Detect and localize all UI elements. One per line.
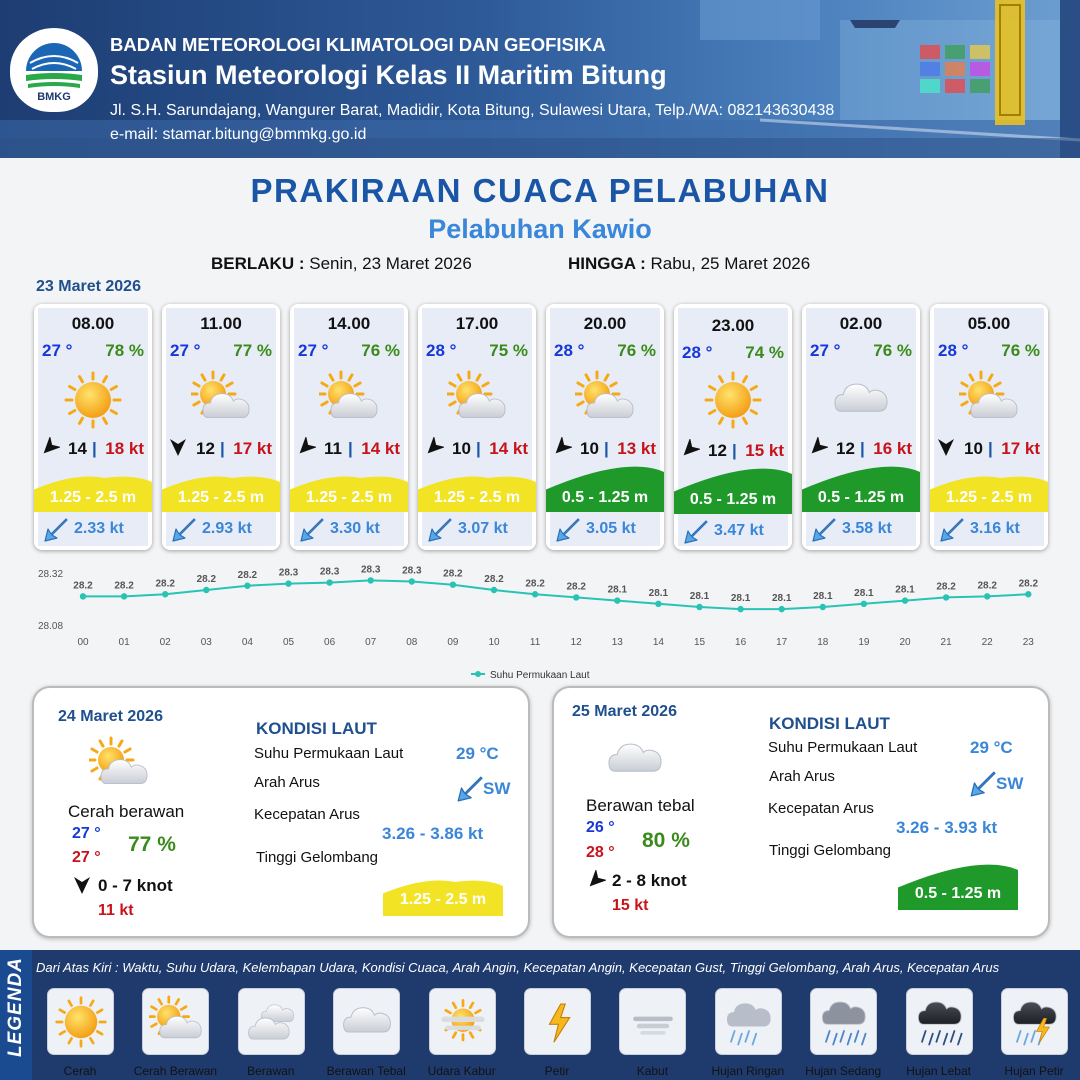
forecast-humidity: 78 % [105,341,144,360]
data-point [861,601,867,607]
data-point [1025,591,1031,597]
legend-label: Berawan Tebal [326,1064,406,1078]
legend-item [612,986,692,1080]
data-label: 28.3 [360,564,381,576]
cerah-icon [63,370,123,430]
legend-icon-box [906,988,973,1055]
data-point [450,581,456,587]
day2-kec: 3.26 - 3.86 kt [382,824,484,843]
day2-humidity: 77 % [128,833,176,856]
legend-label: Hujan Lebat [906,1064,971,1078]
wind-direction-icon [168,437,188,457]
day2-date: 24 Maret 2026 [58,708,163,725]
forecast-current-speed: 3.58 kt [842,520,892,537]
day2-condition: Cerah berawan [68,802,185,821]
legend-label: Cerah [63,1064,97,1078]
data-point [696,604,702,610]
data-label: 28.1 [813,591,833,602]
forecast-current-speed: 3.30 kt [330,520,380,537]
forecast-current-speed: 3.05 kt [586,520,636,537]
legend-item [422,986,502,1080]
cerah-berawan-icon [89,736,149,796]
forecast-wind-speed: 10 [580,439,599,458]
forecast-time: 20.00 [583,314,627,333]
data-point [121,593,127,599]
day3-wind: 2 - 8 knot [612,871,687,890]
forecast-temp: 28 ° [426,341,457,360]
station-name: Stasiun Meteorologi Kelas II Maritim Bitung [110,60,667,90]
legend-label: Hujan Petir [1004,1064,1064,1078]
data-point [491,587,497,593]
legend-label: Berawan [247,1064,295,1078]
data-label: 28.1 [895,584,915,596]
day3-condition: Berawan tebal [586,796,695,815]
data-point [655,601,661,607]
forecast-time: 17.00 [455,314,499,333]
data-label: 28.3 [402,565,422,577]
day2-kondisi-title: KONDISI LAUT [256,719,377,738]
page-title: PRAKIRAAN CUACA PELABUHAN [250,172,830,209]
forecast-humidity: 74 % [745,343,784,362]
data-point [409,578,415,584]
wind-separator: | [348,439,353,458]
day2-temp-min: 27 ° [72,825,101,842]
data-point [203,587,209,593]
kabut-icon [626,995,680,1049]
day3-temp-min: 26 ° [586,819,615,836]
wind-direction-icon [72,875,92,895]
forecast-time: 23.00 [711,316,755,335]
legend-title: LEGENDA [5,957,26,1057]
wind-separator: | [988,439,993,458]
x-tick-label: 02 [159,637,171,648]
x-tick-label: 21 [940,637,952,648]
legend-icon-box [142,988,209,1055]
legend-item [899,986,979,1080]
data-point [984,593,990,599]
current-direction-icon [682,518,708,544]
legend-label: Cerah Berawan [133,1064,218,1078]
forecast-card [34,304,152,550]
y-tick-label: 28.08 [38,621,64,632]
data-point [779,606,785,612]
forecast-card [802,304,920,550]
legend-item [803,986,883,1080]
legend-icon-box [1001,988,1068,1055]
wind-separator: | [220,439,225,458]
legend-swatch-marker [475,671,481,677]
data-label: 28.1 [730,593,751,605]
cerah-berawan-icon [149,995,203,1049]
legend-label: Udara Kabur [427,1064,496,1078]
x-tick-label: 13 [611,637,623,648]
day3-temp-max: 28 ° [586,844,615,861]
forecast-time: 05.00 [967,314,1011,333]
org-name: BADAN METEOROLOGI KLIMATOLOGI DAN GEOFISIKA [110,34,606,55]
forecast-wave-height: 1.25 - 2.5 m [177,489,265,506]
data-label: 28.1 [771,593,792,605]
x-tick-label: 09 [447,637,459,648]
hujan-ringan-icon [722,995,776,1049]
x-tick-label: 23 [1022,637,1034,648]
data-point [820,604,826,610]
forecast-gust: 16 kt [873,439,912,458]
current-direction-icon [554,516,580,542]
day3-arus-label: Arah Arus [769,768,835,785]
forecast-temp: 27 ° [170,341,201,360]
forecast-temp: 28 ° [682,343,713,362]
cerah-berawan-icon [959,370,1019,430]
day3-gust: 15 kt [612,897,649,914]
data-label: 28.2 [936,581,956,593]
x-tick-label: 08 [406,637,418,648]
sea-temp-chart [30,562,1060,684]
current-direction-icon [968,769,996,797]
forecast-temp: 27 ° [298,341,329,360]
forecast-time: 08.00 [71,314,115,333]
current-direction-icon [938,516,964,542]
wind-direction-icon [40,437,60,457]
legend-description: Dari Atas Kiri : Waktu, Suhu Udara, Kelembapan Udara, Kondisi Cuaca, Arah Angin, Kecepatan Angin, Kecepatan Gust, Tinggi Gelombang, Arah Arus, Kecepatan Arus [36,960,1000,975]
wind-separator: | [92,439,97,458]
forecast-wave-height: 1.25 - 2.5 m [305,489,393,506]
day3-sst-label: Suhu Permukaan Laut [768,739,918,756]
legend-item [517,986,597,1080]
valid-from [211,254,472,274]
day3-kec: 3.26 - 3.93 kt [896,818,998,837]
wind-direction-icon [808,437,828,457]
forecast-humidity: 76 % [1001,341,1040,360]
day2-tg-label: Tinggi Gelombang [256,849,379,866]
x-tick-label: 03 [200,637,212,648]
forecast-gust: 13 kt [617,439,656,458]
y-tick-label: 28.32 [38,569,64,580]
hujan-petir-icon [1008,995,1062,1049]
bmkg-logo [10,28,98,112]
data-point [285,580,291,586]
day1-date: 23 Maret 2026 [36,278,141,295]
wind-separator: | [732,441,737,460]
legend-icon-box [619,988,686,1055]
wind-separator: | [604,439,609,458]
x-tick-label: 18 [817,637,829,648]
forecast-gust: 18 kt [105,439,144,458]
x-tick-label: 22 [981,637,993,648]
legend-item [994,986,1074,1080]
forecast-time: 14.00 [327,314,371,333]
legend-icon-box [429,988,496,1055]
forecast-gust: 14 kt [361,439,400,458]
legend-item [326,986,406,1080]
legend-icon-box [47,988,114,1055]
hujan-sedang-icon [817,995,871,1049]
x-tick-label: 12 [570,637,582,648]
bmkg-emblem-icon [22,43,86,91]
x-tick-label: 19 [858,637,870,648]
forecast-card [546,304,664,550]
data-label: 28.1 [607,584,628,596]
data-label: 28.2 [977,580,997,592]
x-tick-label: 06 [324,637,336,648]
valid-from-label: BERLAKU : [211,254,305,273]
day2-sst: 29 °C [456,744,499,763]
x-tick-label: 01 [118,637,130,648]
legend-label: Kabut [636,1064,669,1078]
day2-arus: SW [483,779,511,798]
current-direction-icon [455,774,483,802]
data-point [573,594,579,600]
forecast-card [418,304,536,550]
day3-kondisi-title: KONDISI LAUT [769,714,890,733]
legend-label: Hujan Sedang [805,1064,882,1078]
data-label: 28.2 [484,574,504,585]
legend-icon-box [810,988,877,1055]
berawan-icon [245,995,299,1049]
day3-tg-label: Tinggi Gelombang [769,842,892,859]
x-tick-label: 17 [776,637,788,648]
legend-icon-box [333,988,400,1055]
data-point [902,597,908,603]
wind-separator: | [860,439,865,458]
udara-kabur-icon [436,995,490,1049]
cerah-berawan-icon [447,370,507,430]
data-point [532,591,538,597]
cerah-icon [54,995,108,1049]
forecast-wave-height: 0.5 - 1.25 m [817,489,905,506]
forecast-wind-speed: 14 [68,439,87,458]
day3-sst: 29 °C [970,738,1013,757]
wind-direction-icon [552,437,572,457]
x-tick-label: 15 [693,637,706,648]
cerah-berawan-icon [319,370,379,430]
legend-icon-box [238,988,305,1055]
x-tick-label: 20 [899,637,911,648]
forecast-temp: 27 ° [42,341,73,360]
day2-wave: 1.25 - 2.5 m [399,891,487,908]
forecast-current-speed: 2.93 kt [202,520,252,537]
data-point [368,577,374,583]
day3-wave: 0.5 - 1.25 m [914,885,1002,902]
data-label: 28.2 [114,580,134,592]
forecast-temp: 27 ° [810,341,841,360]
forecast-card [930,304,1048,550]
petir-icon [531,995,585,1049]
data-label: 28.2 [196,574,217,585]
data-point [614,597,620,603]
data-point [326,579,332,585]
current-direction-icon [810,516,836,542]
berawan-tebal-icon [340,995,394,1049]
day2-sst-label: Suhu Permukaan Laut [254,745,404,762]
data-label: 28.1 [854,587,874,599]
cerah-icon [703,370,763,430]
forecast-temp: 28 ° [554,341,585,360]
x-tick-label: 16 [735,637,747,648]
forecast-current-speed: 3.47 kt [714,522,764,539]
forecast-card [162,304,280,550]
legend-item [40,986,120,1080]
cerah-berawan-icon [575,370,635,430]
current-direction-icon [298,516,324,542]
current-direction-icon [42,516,68,542]
day3-kec-label: Kecepatan Arus [768,800,874,817]
day3-humidity: 80 % [642,829,690,852]
data-label: 28.1 [689,591,710,602]
legend-label: Petir [544,1064,570,1078]
station-address: Jl. S.H. Sarundajang, Wangurer Barat, Madidir, Kota Bitung, Sulawesi Utara, Telp./WA: 082143630438 [110,102,835,119]
header-banner [0,0,1080,158]
valid-to-label: HINGGA : [568,254,646,273]
port-name: Pelabuhan Kawio [428,214,652,244]
data-point [943,594,949,600]
forecast-current-speed: 2.33 kt [74,520,124,537]
forecast-gust: 17 kt [1001,439,1040,458]
current-direction-icon [170,516,196,542]
forecast-wave-height: 0.5 - 1.25 m [689,491,777,508]
x-tick-label: 10 [488,637,500,648]
data-label: 28.2 [73,580,93,592]
day2-card [32,686,530,938]
series-line [83,580,1028,609]
legend-label: Suhu Permukaan Laut [490,670,590,681]
forecast-humidity: 77 % [233,341,272,360]
x-tick-label: 00 [77,637,89,648]
x-tick-label: 04 [241,637,253,648]
forecast-wind-speed: 12 [836,439,855,458]
legend-sidebar [0,950,32,1080]
hujan-lebat-icon [913,995,967,1049]
forecast-wind-speed: 11 [324,439,342,458]
wind-direction-icon [936,437,956,457]
legend-item [133,986,218,1080]
data-point [244,583,250,589]
legend-icon-box [524,988,591,1055]
legend-item [231,986,311,1080]
x-tick-label: 05 [282,637,295,648]
wind-direction-icon [586,870,606,890]
berawan-tebal-icon [831,370,891,430]
forecast-gust: 17 kt [233,439,272,458]
forecast-wind-speed: 10 [964,439,983,458]
data-label: 28.2 [525,578,545,590]
logo-text: BMKG [37,91,71,103]
forecast-humidity: 75 % [489,341,528,360]
x-tick-label: 11 [529,637,541,648]
wind-direction-icon [424,437,444,457]
x-tick-label: 07 [365,637,377,648]
forecast-time: 02.00 [839,314,883,333]
forecast-wave-height: 1.25 - 2.5 m [49,489,137,506]
forecast-humidity: 76 % [617,341,656,360]
day3-card [552,686,1050,938]
legend-item [708,986,788,1080]
forecast-wave-height: 1.25 - 2.5 m [945,489,1033,506]
forecast-wave-height: 0.5 - 1.25 m [561,489,649,506]
day3-arus: SW [996,774,1024,793]
forecast-current-speed: 3.16 kt [970,520,1020,537]
current-direction-icon [426,516,452,542]
data-point [162,591,168,597]
legend-panel [0,950,1080,1080]
station-email: e-mail: stamar.bitung@bmmkg.go.id [110,126,367,143]
forecast-time: 11.00 [200,314,242,333]
forecast-card [674,304,792,550]
forecast-humidity: 76 % [361,341,400,360]
forecast-card [290,304,408,550]
day2-temp-max: 27 ° [72,849,101,866]
forecast-wave-height: 1.25 - 2.5 m [433,489,521,506]
data-label: 28.3 [278,567,299,579]
forecast-gust: 14 kt [489,439,528,458]
data-label: 28.2 [237,569,258,581]
day3-date: 25 Maret 2026 [572,703,677,720]
data-label: 28.2 [155,578,175,590]
forecast-gust: 15 kt [745,441,784,460]
data-label: 28.2 [443,568,463,580]
day2-arus-label: Arah Arus [254,774,320,791]
valid-to-value: Rabu, 25 Maret 2026 [650,254,811,273]
data-label: 28.1 [648,587,669,599]
legend-icon-box [715,988,782,1055]
wind-direction-icon [296,437,316,457]
day2-gust: 11 kt [98,902,134,919]
berawan-tebal-icon [605,730,665,790]
data-label: 28.2 [1018,578,1039,590]
data-label: 28.2 [566,581,586,593]
forecast-wind-speed: 10 [452,439,471,458]
wind-separator: | [476,439,481,458]
forecast-wind-speed: 12 [196,439,215,458]
wind-direction-icon [680,439,700,459]
valid-from-value: Senin, 23 Maret 2026 [309,254,472,273]
data-point [737,606,743,612]
legend-label: Hujan Ringan [711,1064,785,1078]
forecast-current-speed: 3.07 kt [458,520,508,537]
cerah-berawan-icon [191,370,251,430]
forecast-wind-speed: 12 [708,441,727,460]
data-point [80,593,86,599]
forecast-humidity: 76 % [873,341,912,360]
valid-to [568,254,810,274]
x-tick-label: 14 [652,637,664,648]
day2-kec-label: Kecepatan Arus [254,806,360,823]
forecast-temp: 28 ° [938,341,969,360]
day2-wind: 0 - 7 knot [98,876,173,895]
data-label: 28.3 [319,566,340,578]
